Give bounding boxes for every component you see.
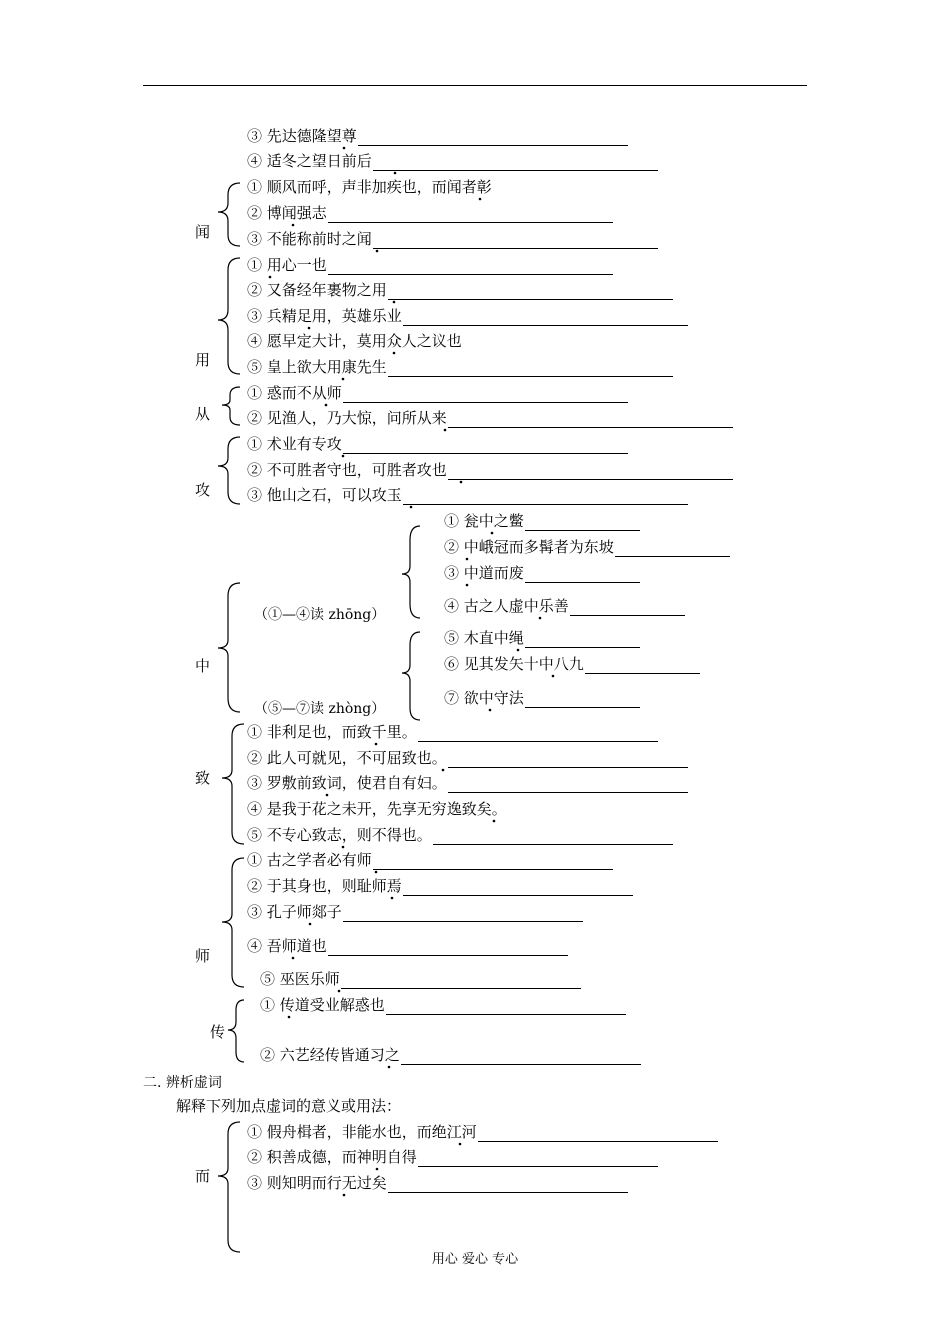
reading-note: （⑤—⑦读 zhòng） bbox=[254, 701, 386, 717]
list-item: ⑤ 巫医乐师 bbox=[260, 969, 581, 989]
list-item: ⑥ 见其发矢十中八九 bbox=[444, 654, 700, 674]
list-item: ⑦ 欲中守法 bbox=[444, 688, 640, 708]
group-label: 从 bbox=[195, 405, 211, 423]
list-item: ② 不可胜者守也，可胜者攻也 bbox=[247, 460, 733, 480]
list-item: ① 惑而不从师 bbox=[247, 383, 628, 403]
list-item: ③ 先达德隆望尊 bbox=[247, 126, 628, 146]
brace-chuan bbox=[228, 1000, 244, 1062]
list-item: ③ 罗敷前致词，使君自有妇。 bbox=[247, 773, 688, 793]
section-title: 二. 辨析虚词 bbox=[143, 1075, 222, 1091]
page-footer: 用心 爱心 专心 bbox=[431, 1252, 519, 1267]
group-label: 闻 bbox=[195, 223, 211, 241]
group-label: 用 bbox=[195, 351, 211, 369]
brace-zhong-a bbox=[402, 526, 420, 618]
list-item: ③ 则知明而行无过矣 bbox=[247, 1173, 628, 1193]
group-label: 师 bbox=[195, 947, 211, 965]
list-item: ③ 中道而废 bbox=[444, 563, 640, 583]
list-item: ① 古之学者必有师 bbox=[247, 850, 613, 870]
group-label: 而 bbox=[195, 1167, 211, 1185]
list-item: ⑤ 木直中绳 bbox=[444, 628, 640, 648]
list-item: ② 积善成德，而神明自得 bbox=[247, 1147, 658, 1167]
list-item: ④ 吾师道也 bbox=[247, 936, 568, 956]
list-item: ① 用心一也 bbox=[247, 255, 613, 275]
list-item: ① 非利足也，而致千里。 bbox=[247, 722, 658, 742]
list-item: ③ 兵精足用，英雄乐业 bbox=[247, 306, 688, 326]
list-item: ① 顺风而呼，声非加疾也，而闻者彰 bbox=[247, 178, 492, 196]
brace-zhong bbox=[218, 583, 240, 712]
brace-cong bbox=[222, 387, 240, 425]
list-item: ① 假舟楫者，非能水也，而绝江河 bbox=[247, 1122, 718, 1142]
brace-zhi bbox=[222, 724, 244, 844]
list-item: ② 六艺经传皆通习之 bbox=[260, 1045, 641, 1065]
emphasis-dots bbox=[269, 147, 555, 1197]
list-item: ① 传道受业解惑也 bbox=[260, 995, 626, 1015]
instruction: 解释下列加点虚词的意义或用法： bbox=[176, 1097, 402, 1115]
group-label: 致 bbox=[195, 769, 211, 787]
list-item: ② 中峨冠而多髯者为东坡 bbox=[444, 537, 730, 557]
list-item: ① 术业有专攻 bbox=[247, 434, 628, 454]
group-label: 传 bbox=[210, 1023, 226, 1041]
brace-gong bbox=[218, 437, 240, 504]
list-item: ① 瓮中之鳖 bbox=[444, 511, 640, 531]
list-item: ② 博闻强志 bbox=[247, 203, 613, 223]
group-label: 攻 bbox=[195, 481, 211, 499]
list-item: ④ 愿早定大计，莫用众人之议也 bbox=[247, 332, 462, 350]
list-item: ③ 不能称前时之闻 bbox=[247, 229, 658, 249]
list-item: ② 又备经年裹物之用 bbox=[247, 280, 673, 300]
brace-yong bbox=[218, 258, 240, 374]
list-item: ④ 适冬之望日前后 bbox=[247, 151, 658, 171]
brace-shi bbox=[222, 858, 244, 987]
reading-note: （①—④读 zhōng） bbox=[254, 607, 386, 623]
brace-er bbox=[218, 1122, 240, 1252]
list-item: ② 见渔人，乃大惊，问所从来 bbox=[247, 408, 733, 428]
list-item: ⑤ 皇上欲大用康先生 bbox=[247, 357, 673, 377]
list-item: ④ 古之人虚中乐善 bbox=[444, 596, 685, 616]
list-item: ② 此人可就见，不可屈致也。 bbox=[247, 748, 688, 768]
brace-wen bbox=[218, 183, 240, 246]
group-label: 中 bbox=[195, 657, 211, 675]
list-item: ⑤ 不专心致志，则不得也。 bbox=[247, 825, 673, 845]
list-item: ③ 他山之石，可以攻玉 bbox=[247, 485, 688, 505]
list-item: ④ 是我于花之未开，先享无穷逸致矣。 bbox=[247, 800, 507, 818]
brace-zhong-b bbox=[402, 632, 420, 720]
list-item: ② 于其身也，则耻师焉 bbox=[247, 876, 633, 896]
list-item: ③ 孔子师郯子 bbox=[247, 902, 583, 922]
